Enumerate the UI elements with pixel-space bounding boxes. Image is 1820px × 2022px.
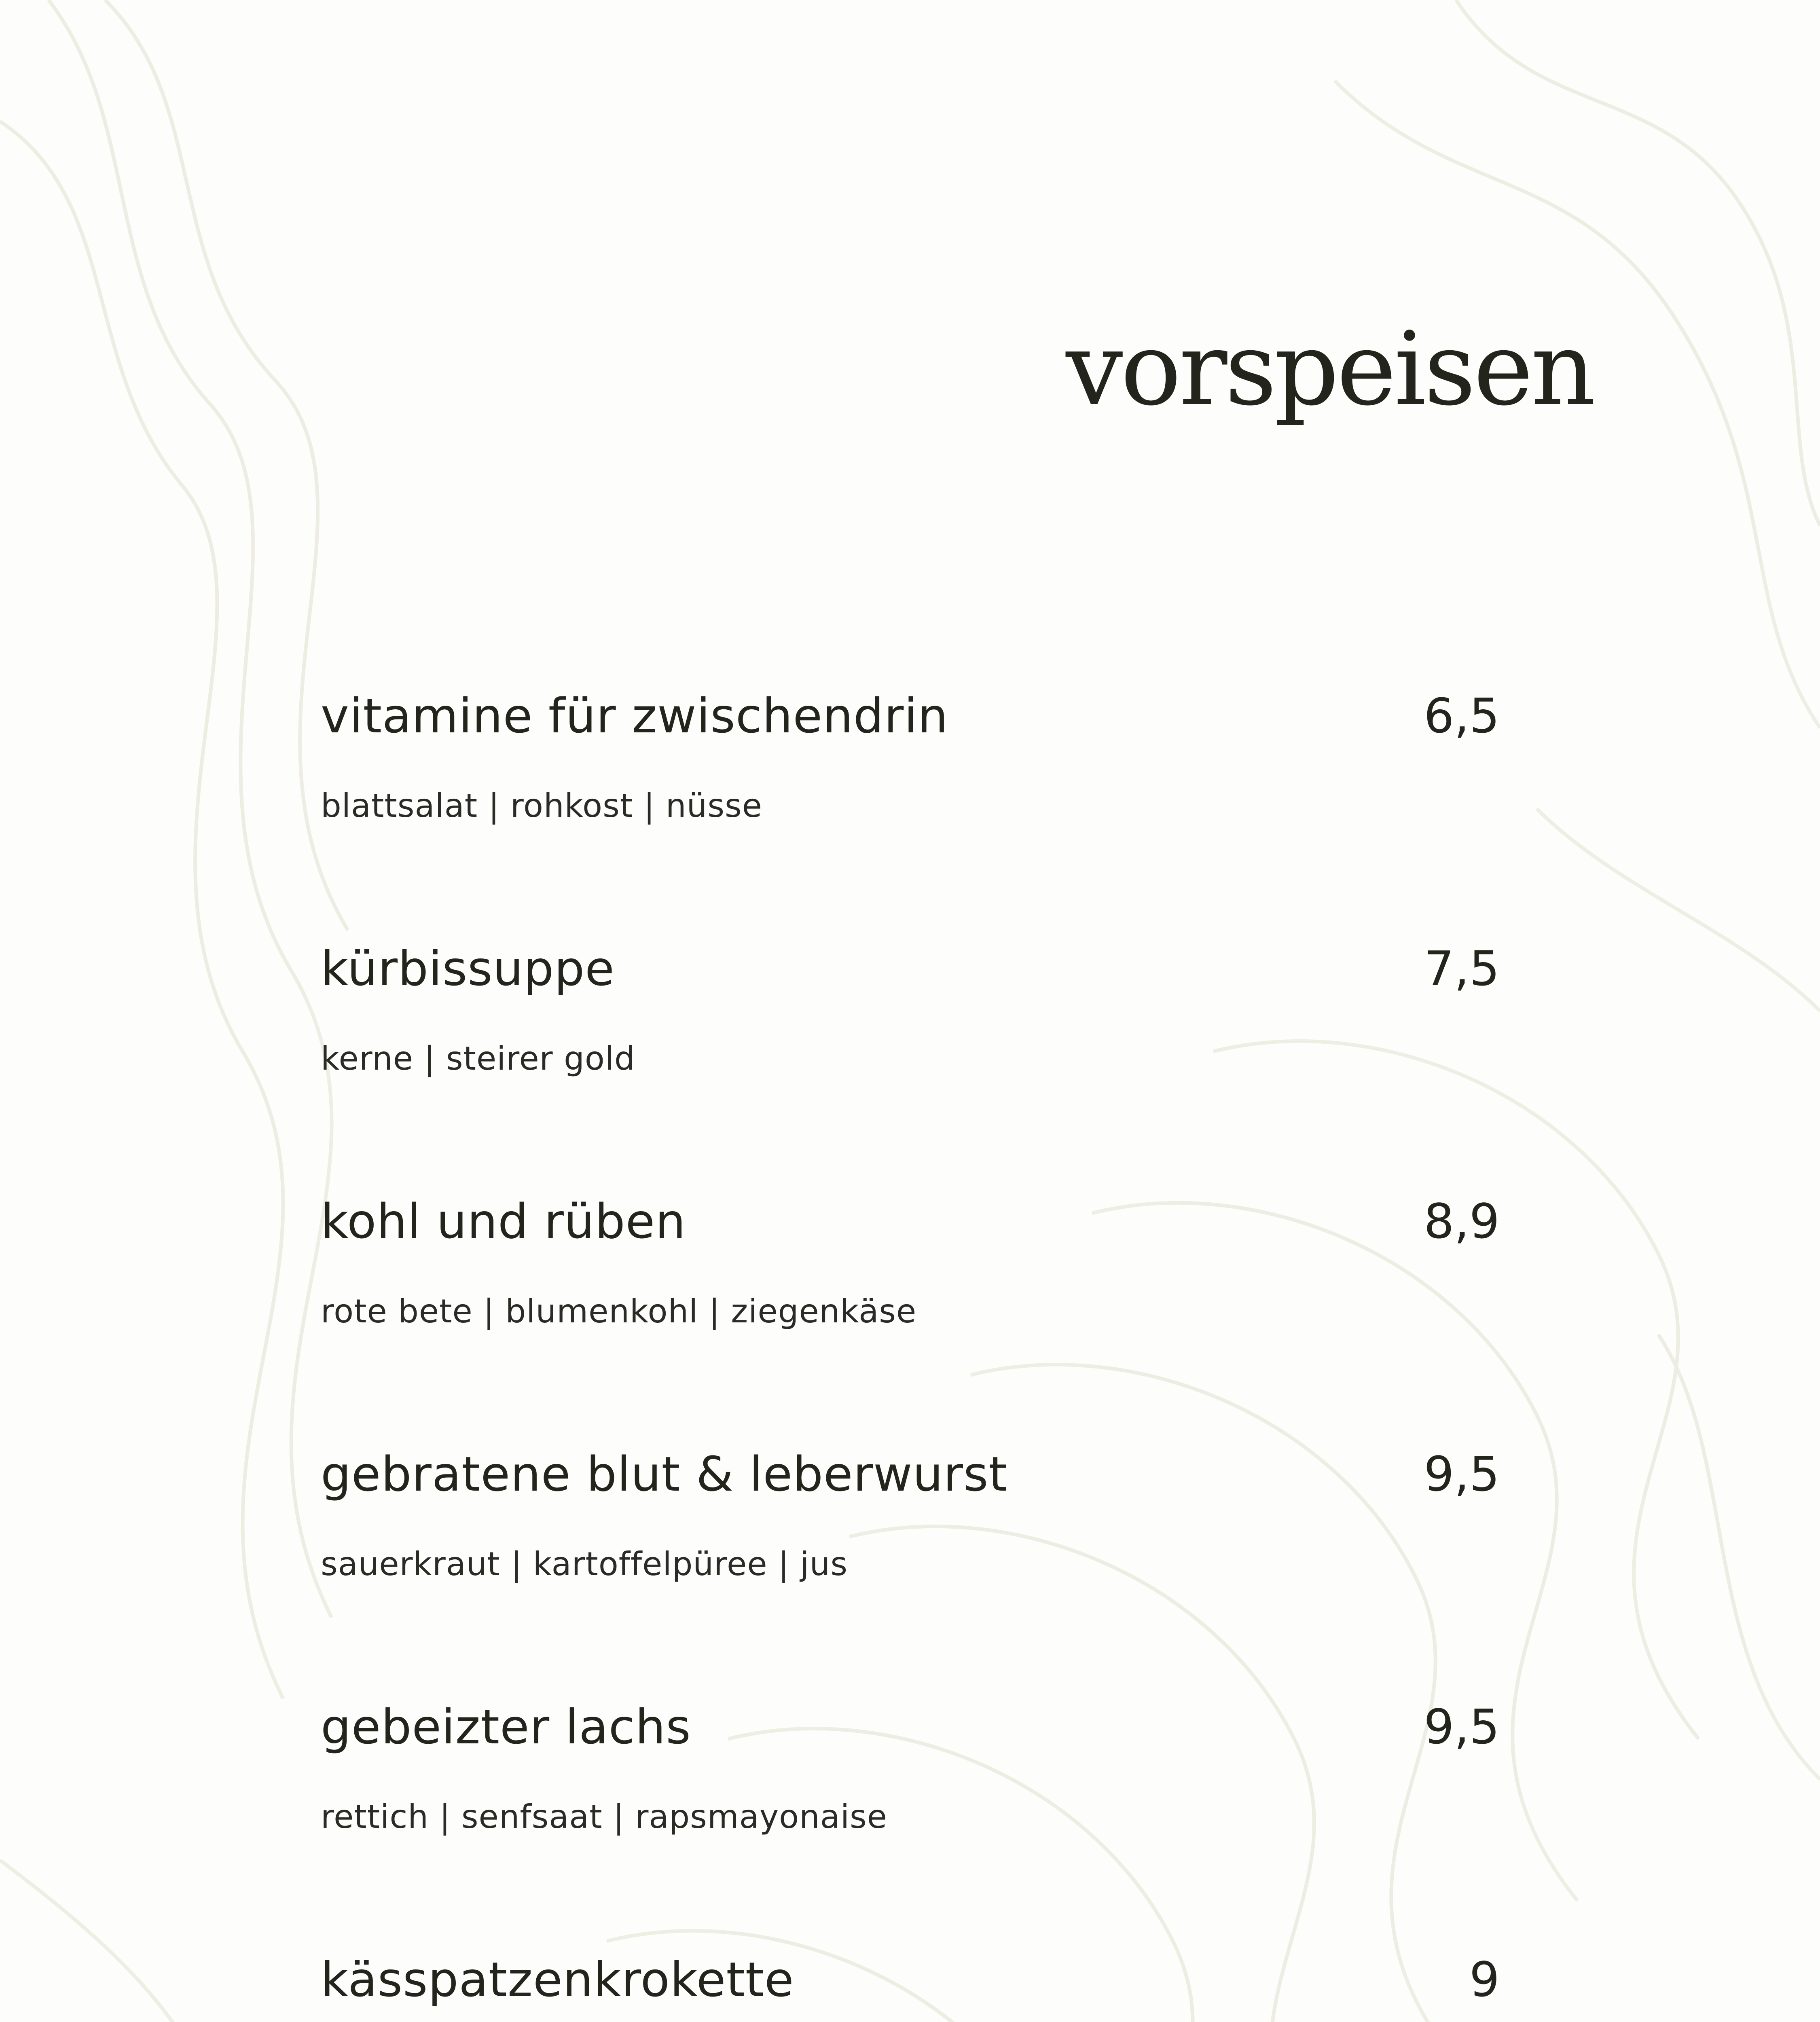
dish-name: kässpatzenkrokette bbox=[321, 1952, 794, 2007]
menu-item bbox=[321, 1951, 1500, 2022]
dish-price: 9 bbox=[1469, 1952, 1500, 2007]
dish-price: 9,5 bbox=[1424, 1446, 1500, 1502]
dish-description: kerne | steirer gold bbox=[321, 1040, 635, 1077]
menu-item bbox=[321, 1193, 1500, 1395]
dish-name: gebeizter lachs bbox=[321, 1699, 691, 1755]
menu-item bbox=[321, 1698, 1500, 1901]
dish-description: rote bete | blumenkohl | ziegenkäse bbox=[321, 1292, 917, 1330]
menu-item bbox=[321, 687, 1500, 890]
dish-description: blattsalat | rohkost | nüsse bbox=[321, 787, 762, 825]
dish-name: vitamine für zwischendrin bbox=[321, 688, 948, 744]
dish-price: 8,9 bbox=[1424, 1193, 1500, 1249]
dish-name: gebratene blut & leberwurst bbox=[321, 1446, 1008, 1502]
menu-item bbox=[321, 940, 1500, 1142]
dish-name: kürbissuppe bbox=[321, 941, 615, 996]
dish-price: 9,5 bbox=[1424, 1699, 1500, 1755]
dish-description: sauerkraut | kartoffelpüree | jus bbox=[321, 1545, 848, 1583]
dish-price: 7,5 bbox=[1424, 941, 1500, 996]
dish-description: rettich | senfsaat | rapsmayonaise bbox=[321, 1798, 887, 1836]
dish-name: kohl und rüben bbox=[321, 1193, 686, 1249]
menu-item bbox=[321, 1446, 1500, 1648]
dish-price: 6,5 bbox=[1424, 688, 1500, 744]
section-title: vorspeisen bbox=[1066, 310, 1594, 428]
